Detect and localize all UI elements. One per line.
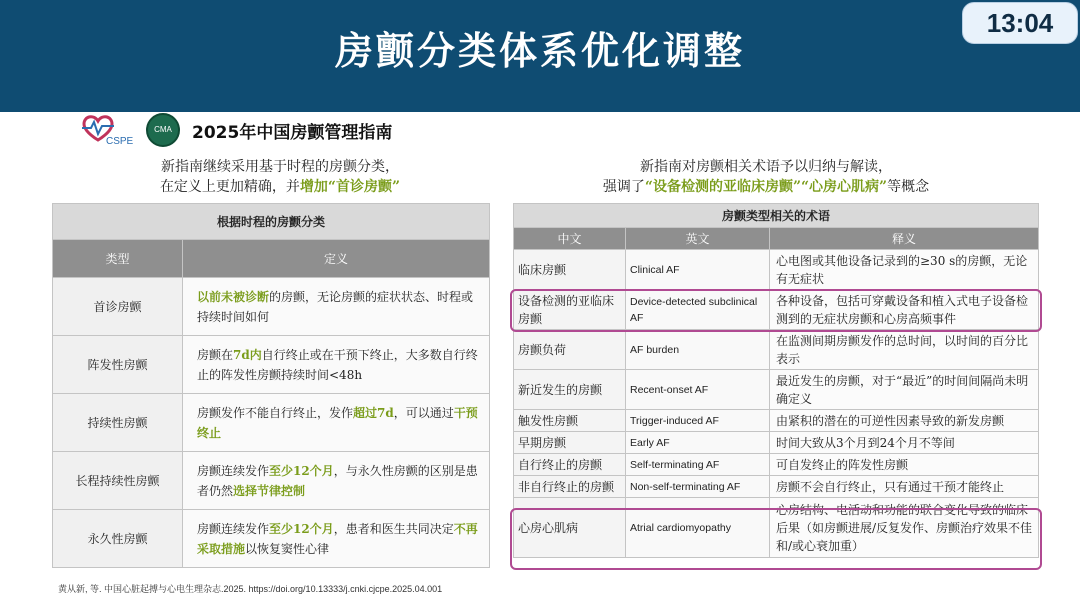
definition-text: 自行终止或在干预下终止，大多数自行终止的阵发性房颤持续时间<48h [197, 347, 478, 382]
left-caption-highlight: 增加“首诊房颤” [299, 179, 401, 195]
term-english-cell: Atrial cardiomyopathy [626, 498, 770, 558]
term-chinese-cell: 触发性房颤 [514, 410, 626, 432]
guide-title: 2025年中国房颤管理指南 [192, 123, 393, 143]
term-english-cell: Self-terminating AF [626, 454, 770, 476]
term-explanation-cell: 在监测间期房颤发作的总时间，以时间的百分比表示 [770, 330, 1039, 370]
table-row [53, 510, 490, 568]
term-english-cell: Device-detected subclinical AF [626, 290, 770, 330]
table-row [53, 394, 490, 452]
term-chinese-cell: 设备检测的亚临床房颤 [514, 290, 626, 330]
table-row [514, 432, 1039, 454]
definition-text: 房颤在 [197, 347, 234, 362]
term-chinese-cell: 房颤负荷 [514, 330, 626, 370]
definition-text: ，可以通过 [393, 405, 454, 420]
term-chinese-cell: 自行终止的房颤 [514, 454, 626, 476]
term-english-cell: AF burden [626, 330, 770, 370]
term-explanation-cell: 各种设备，包括可穿戴设备和植入式电子设备检测到的无症状房颤和心房高频事件 [770, 290, 1039, 330]
left-caption-line1: 新指南继续采用基于时程的房颤分类， [161, 159, 399, 175]
definition-highlight: 7d内 [233, 347, 262, 362]
table-row [514, 250, 1039, 290]
af-type-cell: 长程持续性房颤 [53, 452, 183, 510]
term-explanation-cell: 时间大致从3个月到24个月不等间 [770, 432, 1039, 454]
table-row [514, 370, 1039, 410]
cspe-logo-icon [78, 112, 140, 146]
column-header-explanation: 释义 [770, 228, 1039, 250]
definition-text: ，患者和医生共同决定 [333, 521, 454, 536]
table-row [53, 278, 490, 336]
table-caption: 根据时程的房颤分类 [53, 204, 490, 240]
definition-text: 以恢复窦性心律 [245, 541, 330, 556]
term-english-cell: Clinical AF [626, 250, 770, 290]
af-definition-cell [183, 452, 490, 510]
af-type-cell: 首诊房颤 [53, 278, 183, 336]
table-row [514, 476, 1039, 498]
term-explanation-cell: 心房结构、电活动和功能的联合变化导致的临床后果（如房颤进展/反复发作、房颤治疗效果不佳和/或心衰加重） [770, 498, 1039, 558]
column-header-type: 类型 [53, 240, 183, 278]
definition-highlight: 至少12个月 [269, 463, 334, 478]
definition-highlight: 干预终止 [197, 405, 478, 440]
right-caption-line2 [536, 177, 996, 197]
cspe-logo-text: CSPE [106, 136, 134, 146]
table-row [514, 454, 1039, 476]
right-caption-suffix: 等概念 [887, 179, 930, 195]
af-definition-cell [183, 336, 490, 394]
timer-badge: 13:04 [962, 2, 1078, 44]
left-caption-line2 [100, 177, 460, 197]
term-chinese-cell: 新近发生的房颤 [514, 370, 626, 410]
term-explanation-cell: 由紧积的潜在的可逆性因素导致的新发房颤 [770, 410, 1039, 432]
af-type-cell: 永久性房颤 [53, 510, 183, 568]
definition-text: ，与永久性房颤的区别是患者仍然 [197, 463, 478, 498]
definition-text: 房颤发作不能自行终止，发作 [197, 405, 354, 420]
definition-highlight: 选择节律控制 [233, 483, 306, 498]
slide-title: 房颤分类体系优化调整 [334, 29, 745, 73]
table-row [514, 410, 1039, 432]
right-caption [536, 157, 996, 197]
af-terminology-table [513, 203, 1039, 558]
term-explanation-cell: 可自发终止的阵发性房颤 [770, 454, 1039, 476]
term-chinese-cell: 临床房颤 [514, 250, 626, 290]
column-header-definition: 定义 [183, 240, 490, 278]
term-explanation-cell: 心电图或其他设备记录到的≥30 s的房颤，无论有无症状 [770, 250, 1039, 290]
term-explanation-cell: 房颤不会自行终止，只有通过干预才能终止 [770, 476, 1039, 498]
association-seal-icon: CMA [146, 113, 180, 147]
definition-highlight: 至少12个月 [269, 521, 334, 536]
table-caption: 房颤类型相关的术语 [514, 204, 1039, 228]
table-row [53, 452, 490, 510]
term-english-cell: Trigger-induced AF [626, 410, 770, 432]
table-row [53, 336, 490, 394]
af-type-cell: 阵发性房颤 [53, 336, 183, 394]
column-header-english: 英文 [626, 228, 770, 250]
right-caption-text: 强调了 [602, 179, 645, 195]
term-chinese-cell: 非自行终止的房颤 [514, 476, 626, 498]
af-duration-classification-table [52, 203, 490, 568]
column-header-chinese: 中文 [514, 228, 626, 250]
table-row [514, 330, 1039, 370]
af-type-cell: 持续性房颤 [53, 394, 183, 452]
af-definition-cell [183, 278, 490, 336]
definition-text: 房颤连续发作 [197, 463, 270, 478]
table-row [514, 290, 1039, 330]
definition-text: 的房颤，无论房颤的症状状态、时程或持续时间如何 [197, 289, 474, 324]
table-row [514, 498, 1039, 558]
definition-highlight: 不再采取措施 [197, 521, 478, 556]
term-english-cell: Early AF [626, 432, 770, 454]
af-definition-cell [183, 394, 490, 452]
right-caption-highlight: “设备检测的亚临床房颤”“心房心肌病” [644, 179, 888, 195]
term-explanation-cell: 最近发生的房颤，对于“最近”的时间间隔尚未明确定义 [770, 370, 1039, 410]
term-chinese-cell: 心房心肌病 [514, 498, 626, 558]
term-english-cell: Recent-onset AF [626, 370, 770, 410]
definition-highlight: 超过7d [353, 405, 394, 420]
reference-footnote: 黄从新, 等. 中国心脏起搏与心电生理杂志.2025. https://doi.org/10.13333/j.cnki.cjcpe.2025.04.001 [58, 584, 443, 594]
af-definition-cell [183, 510, 490, 568]
left-caption-text: 在定义上更加精确，并 [159, 179, 300, 195]
right-caption-line1: 新指南对房颤相关术语予以归纳与解读， [640, 159, 892, 175]
term-english-cell: Non-self-terminating AF [626, 476, 770, 498]
definition-highlight: 以前未被诊断 [197, 289, 270, 304]
left-caption [100, 157, 460, 197]
term-chinese-cell: 早期房颤 [514, 432, 626, 454]
definition-text: 房颤连续发作 [197, 521, 270, 536]
